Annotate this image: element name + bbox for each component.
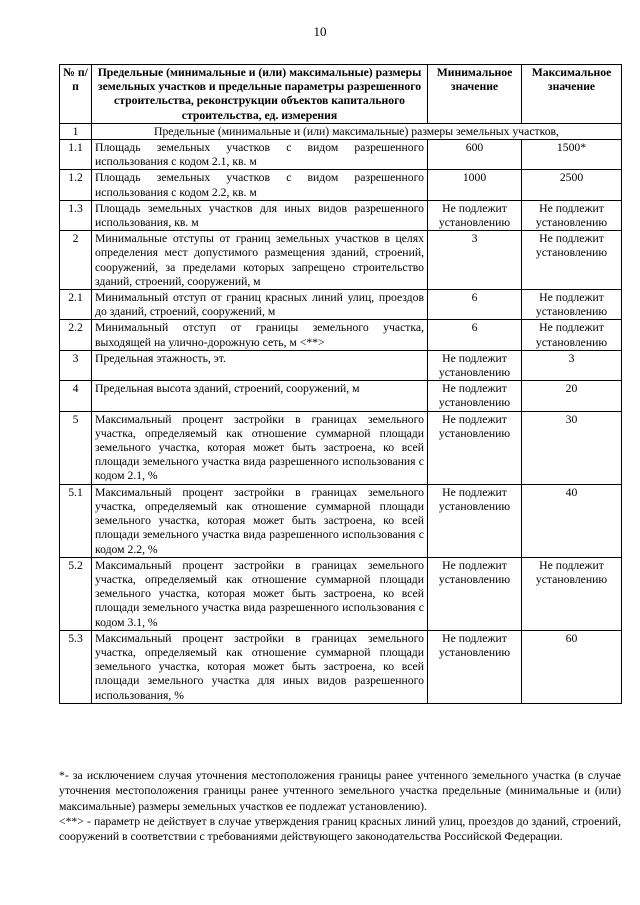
row-max-value: 40 <box>522 484 622 557</box>
row-num: 2.1 <box>60 290 92 320</box>
footnote-double-asterisk: <**> - параметр не действует в случае утверждения границ красных линий улиц, проездов до зданий, строений, сооружений в соответствии с требованиями действующего законодательства Российской Федерации. <box>59 814 621 844</box>
table-row <box>60 320 622 350</box>
row-min-value: Не подлежит установлению <box>428 630 522 703</box>
section-num: 1 <box>60 123 92 139</box>
row-num: 5 <box>60 411 92 484</box>
row-description: Минимальный отступ от границы земельного участка, выходящей на улично-дорожную сеть, м <**> <box>92 320 428 350</box>
table-row <box>60 630 622 703</box>
row-min-value: Не подлежит установлению <box>428 381 522 411</box>
row-max-value: 30 <box>522 411 622 484</box>
row-description: Площадь земельных участков с видом разрешенного использования с кодом 2.1, кв. м <box>92 140 428 170</box>
row-num: 2 <box>60 231 92 290</box>
footnote-asterisk: *- за исключением случая уточнения местоположения границы ранее учтенного земельного участка (в случае уточнения местоположения границы ранее учтенного земельного участка предельные (минимальные и (или) максимальные) размеры земельных участков ее подлежат установлению). <box>59 769 621 813</box>
row-max-value: Не подлежит установлению <box>522 557 622 630</box>
row-num: 1.1 <box>60 140 92 170</box>
row-description: Предельная этажность, эт. <box>92 350 428 380</box>
section-title: Предельные (минимальные и (или) максимальные) размеры земельных участков, <box>92 123 622 139</box>
header-parameter: Предельные (минимальные и (или) максимальные) размеры земельных участков и предельные параметры разрешенного строительства, реконструкции объектов капитального строительства, ед. измерения <box>92 65 428 124</box>
row-max-value: Не подлежит установлению <box>522 200 622 230</box>
header-min-value: Минимальное значение <box>428 65 522 124</box>
row-max-value: 20 <box>522 381 622 411</box>
table-row <box>60 200 622 230</box>
row-min-value: 6 <box>428 290 522 320</box>
row-min-value: 600 <box>428 140 522 170</box>
row-max-value: 60 <box>522 630 622 703</box>
row-num: 5.2 <box>60 557 92 630</box>
table-row <box>60 140 622 170</box>
row-num: 3 <box>60 350 92 380</box>
row-num: 1.2 <box>60 170 92 200</box>
row-num: 5.1 <box>60 484 92 557</box>
row-max-value: 3 <box>522 350 622 380</box>
table-row <box>60 411 622 484</box>
table-header-row <box>60 65 622 124</box>
row-num: 4 <box>60 381 92 411</box>
footnotes <box>59 768 621 844</box>
row-min-value: Не подлежит установлению <box>428 411 522 484</box>
table-row <box>60 350 622 380</box>
row-min-value: Не подлежит установлению <box>428 557 522 630</box>
row-num: 1.3 <box>60 200 92 230</box>
row-max-value: 1500* <box>522 140 622 170</box>
table-row <box>60 170 622 200</box>
row-min-value: Не подлежит установлению <box>428 200 522 230</box>
header-max-value: Максимальное значение <box>522 65 622 124</box>
row-max-value: Не подлежит установлению <box>522 231 622 290</box>
row-num: 5.3 <box>60 630 92 703</box>
table-row <box>60 381 622 411</box>
header-num: № п/п <box>60 65 92 124</box>
row-max-value: Не подлежит установлению <box>522 320 622 350</box>
page-number: 10 <box>313 24 327 39</box>
row-min-value: Не подлежит установлению <box>428 350 522 380</box>
row-description: Минимальные отступы от границ земельных участков в целях определения мест допустимого размещения зданий, строений, сооружений, за пределами которых запрещено строительство зданий, строений, сооружений, м <box>92 231 428 290</box>
row-description: Площадь земельных участков с видом разрешенного использования с кодом 2.2, кв. м <box>92 170 428 200</box>
table-row <box>60 557 622 630</box>
table-row <box>60 231 622 290</box>
row-description: Максимальный процент застройки в границах земельного участка, определяемый как отношение суммарной площади земельного участка, которая может быть застроена, ко всей площади земельного участка вида разрешенного использования с кодом 2.2, % <box>92 484 428 557</box>
table-row <box>60 290 622 320</box>
row-max-value: 2500 <box>522 170 622 200</box>
row-description: Максимальный процент застройки в границах земельного участка, определяемый как отношение суммарной площади земельного участка, которая может быть застроена, ко всей площади земельного участка для иных видов разрешенного использования, % <box>92 630 428 703</box>
parameters-table <box>59 64 622 704</box>
row-max-value: Не подлежит установлению <box>522 290 622 320</box>
section-row <box>60 123 622 139</box>
row-min-value: Не подлежит установлению <box>428 484 522 557</box>
row-description: Площадь земельных участков для иных видов разрешенного использования, кв. м <box>92 200 428 230</box>
row-description: Предельная высота зданий, строений, сооружений, м <box>92 381 428 411</box>
row-description: Минимальный отступ от границ красных линий улиц, проездов до зданий, строений, сооружений, м <box>92 290 428 320</box>
table-row <box>60 484 622 557</box>
row-num: 2.2 <box>60 320 92 350</box>
row-min-value: 1000 <box>428 170 522 200</box>
row-min-value: 6 <box>428 320 522 350</box>
row-min-value: 3 <box>428 231 522 290</box>
row-description: Максимальный процент застройки в границах земельного участка, определяемый как отношение суммарной площади земельного участка, которая может быть застроена, ко всей площади земельного участка вида разрешенного использования с кодом 2.1, % <box>92 411 428 484</box>
row-description: Максимальный процент застройки в границах земельного участка, определяемый как отношение суммарной площади земельного участка, которая может быть застроена, ко всей площади земельного участка вида разрешенного использования с кодом 3.1, % <box>92 557 428 630</box>
